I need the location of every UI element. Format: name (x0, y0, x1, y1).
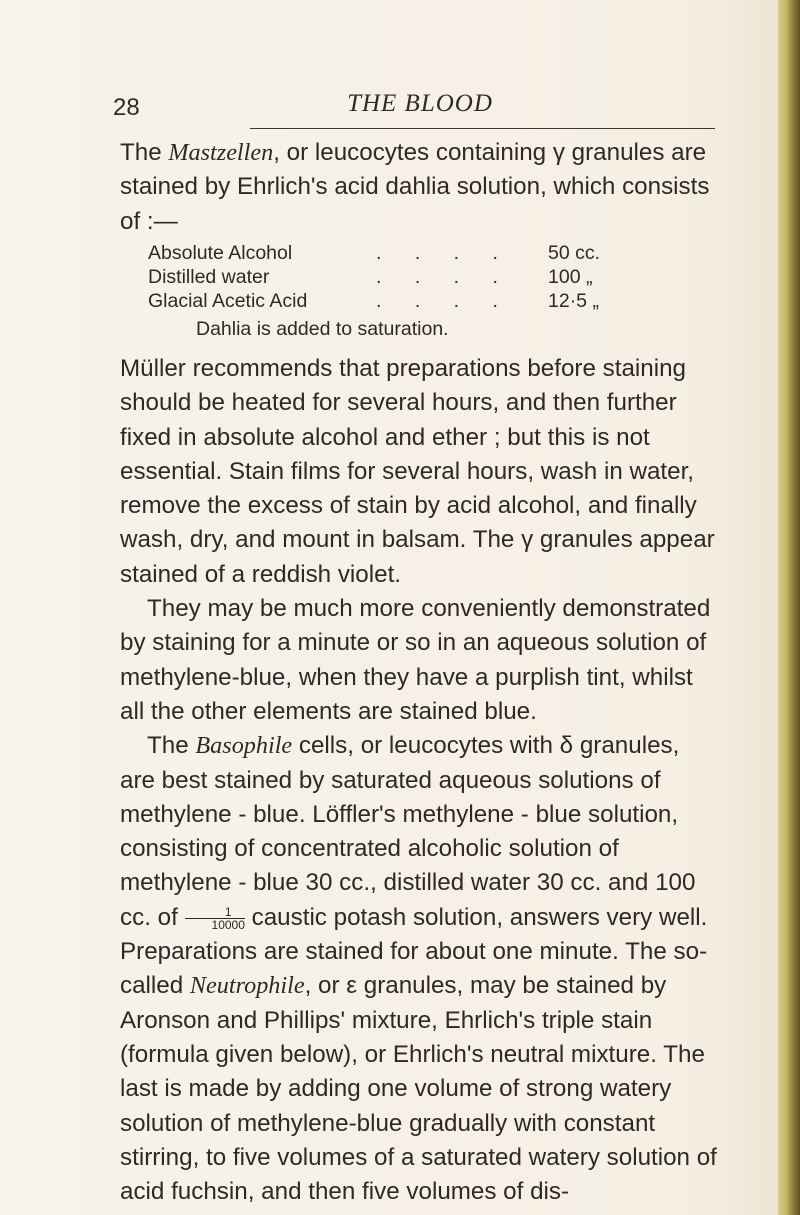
recipe-dots: . . . . (376, 242, 512, 264)
page-edge (778, 0, 800, 1215)
they-paragraph (120, 592, 720, 729)
intro-text-b: , or leucocytes containing γ granules are stained by Ehrlich's acid dahlia solution, which consists of :— (120, 139, 710, 235)
recipe-row (148, 241, 668, 265)
baso-text-a: The (147, 732, 196, 760)
recipe-name: Glacial Acetic Acid (148, 290, 308, 312)
fraction-denominator: 10000 (211, 917, 245, 932)
neutrophile-term: Neutrophile (189, 972, 305, 1000)
fraction (185, 906, 245, 931)
recipe-name: Absolute Alcohol (148, 242, 293, 264)
main-text (120, 352, 720, 1209)
recipe-qty: 50 cc. (548, 242, 601, 264)
basophile-paragraph (120, 729, 720, 1209)
baso-text-b: cells, or leucocytes with δ granules, are best stained by saturated aqueous solutions of methylene - blue. Löffler's methylene - blue solution, consisting of concentrated alcoholic solution of methylene - blue 30 cc., distilled water 30 cc. and 100 cc. of (120, 732, 696, 931)
recipe-row (148, 265, 668, 289)
recipe-row (148, 289, 668, 313)
baso-text-d: , or ε granules, may be stained by Aronson and Phillips' mixture, Ehrlich's triple stain (formula given below), or Ehrlich's neutral mixture. The last is made by adding one volume of strong watery solution of methylene-blue gradually with constant stirring, to five volumes of a saturated watery solution of acid fuchsin, and then five volumes of dis- (120, 972, 717, 1206)
intro-paragraph (120, 136, 720, 239)
fraction-numerator: 1 (185, 906, 245, 919)
recipe-dots: . . . . (376, 290, 512, 312)
recipe-name: Distilled water (148, 266, 270, 288)
mastzellen-term: Mastzellen (168, 139, 274, 166)
they-text: They may be much more conveniently demonstrated by staining for a minute or so in an aqueous solution of methylene-blue, when they have a purplish tint, whilst all the other elements are stained blue. (120, 595, 711, 725)
recipe-dots: . . . . (376, 266, 512, 288)
recipe-qty: 12·5 „ (548, 290, 599, 312)
intro-text-a: The (120, 139, 169, 166)
basophile-term: Basophile (195, 732, 293, 760)
recipe-qty: 100 „ (548, 266, 593, 288)
baso-text-c: caustic potash solution, answers very well. Preparations are stained for about one minute. The so-called (120, 903, 708, 1000)
running-head: THE BLOOD (347, 90, 493, 117)
recipe-note: Dahlia is added to saturation. (196, 318, 449, 340)
muller-paragraph: Müller recommends that preparations before staining should be heated for several hours, and then further fixed in absolute alcohol and ether ; but this is not essential. Stain films for several hours, wash in water, remove the excess of stain by acid alcohol, and finally wash, dry, and mount in balsam. The γ granules appear stained of a reddish violet. (120, 355, 715, 588)
header-rule (250, 128, 715, 129)
page-number: 28 (113, 94, 140, 121)
intro-text (120, 136, 720, 239)
recipe-table (148, 241, 668, 313)
